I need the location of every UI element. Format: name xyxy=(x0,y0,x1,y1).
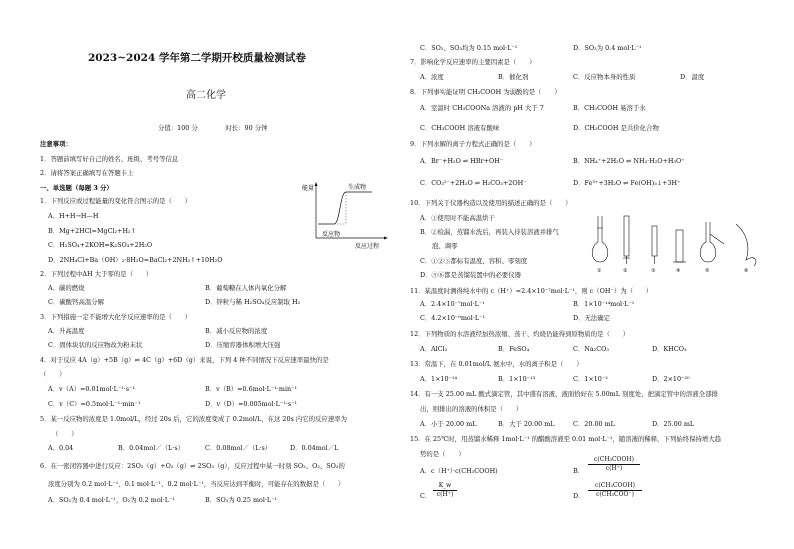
notes-header: 注意事项： xyxy=(40,140,72,148)
question-8: 8．下列事实能证明 CH₃COOH 为弱酸的是（ ） xyxy=(410,88,561,96)
apparatus-label: ② xyxy=(623,268,628,274)
question-13: 13．常温下，在 0.01mol/L 氨水中，水的离子积是（ ） xyxy=(410,360,583,368)
option: A．v（A）=0.01mol·L⁻¹·s⁻¹ xyxy=(48,385,136,393)
option-label: C． xyxy=(420,492,432,500)
option: C．20.00 mL xyxy=(573,420,615,428)
option: B．v（B）=0.6mol·L⁻¹·min⁻¹ xyxy=(205,385,298,393)
fraction-numerator: c(CH₃COOH) xyxy=(588,456,640,465)
apparatus-label: ④ xyxy=(676,268,681,274)
option: D．KHCO₃ xyxy=(652,345,687,353)
option: A．H+H→H—H xyxy=(48,212,99,220)
fraction-d xyxy=(588,482,642,499)
option: B．1×10⁻¹³ xyxy=(498,375,536,383)
option: B．②检漏，蒸馏水洗后，再装入待装溶液并排气 xyxy=(420,228,559,236)
option: D．25.00 mL xyxy=(652,420,695,428)
distillation-flask-icon xyxy=(700,222,724,262)
option: A．小于 20.00 mL xyxy=(420,420,477,428)
question-5: 5．某一反应物的浓度是 1.0mol/L，经过 20s 后，它的浓度变成了 0.2mol/L，在这 20s 内它的反应速率为 xyxy=(40,415,347,423)
option: B．大于 20.00 mL xyxy=(498,420,555,428)
question-7: 7．影响化学反应速率的主要因素是（ ） xyxy=(410,58,536,66)
question-12: 12．下列物质的水溶液经加热浓缩、蒸干、灼烧仍能得到原物质的是（ ） xyxy=(410,330,630,338)
question-6: 6．在一密闭容器中进行反应：2SO₂（g）+O₂（g）⇌ 2SO₃（g），反应过程中某一时刻 SO₂、O₂、SO₃的 xyxy=(40,462,345,470)
apparatus-label: ⑥ xyxy=(744,268,749,274)
option: C．CH₃COOH 溶液有酸味 xyxy=(420,124,500,132)
fraction-c xyxy=(433,482,457,499)
option: C．碳酸钙高温分解 xyxy=(48,298,105,306)
diagram-reactant-label: 反应物 xyxy=(322,231,341,238)
apparatus-figure xyxy=(588,212,763,274)
option: B．减小反应物的浓度 xyxy=(205,327,268,335)
option: D．⑤⑥都是蒸馏装置中的必要仪器 xyxy=(420,271,521,279)
answer-paren: （ ） xyxy=(40,370,66,378)
option: A．AlCl₃ xyxy=(420,345,448,353)
question-4: 4．对于反应 4A（g）+5B（g）⇌ 4C（g）+6D（g）来说，下列 4 种不同情况下反应速率最快的是 xyxy=(40,356,329,364)
option: C．反应物本身的性质 xyxy=(573,73,636,81)
fraction-denominator: c(H⁺) xyxy=(605,465,623,472)
diagram-product-label: 生成物 xyxy=(348,184,367,191)
section-heading: 一、单选题（每题 3 分） xyxy=(40,184,113,192)
graduated-cylinder-icon xyxy=(673,230,686,262)
option: C．0.08mol／（L·s） xyxy=(205,444,272,452)
option: D．温度 xyxy=(680,73,705,81)
option: A．升高温度 xyxy=(48,327,85,335)
option: C．1×10⁻² xyxy=(573,375,608,383)
burette-icon xyxy=(652,226,657,264)
option: A．Br⁻+H₂O ⇌ HBr+OH⁻ xyxy=(420,157,504,165)
option-label: B． xyxy=(573,467,585,475)
question-11: 11．某温度时测得纯水中的 c（H⁺）=2.4×10⁻⁷mol·L⁻¹，则 c（OH⁻）为（ ） xyxy=(410,287,653,295)
option: A．浓度 xyxy=(420,73,444,81)
option: A．2.4×10⁻⁷mol·L⁻¹ xyxy=(420,300,485,308)
option: C．H₂SO₄+2KOH=K₂SO₄+2H₂O xyxy=(48,241,153,249)
option: D．锌粒与稀 H₂SO₄反应制取 H₂ xyxy=(205,298,301,306)
fraction-denominator: c(H⁺) xyxy=(436,491,454,498)
option: A．SO₂为 0.4 mol·L⁻¹，O₂为 0.2 mol·L⁻¹ xyxy=(48,496,175,504)
option: D．无法确定 xyxy=(573,314,611,322)
option: C．①②③都标有温度、容积、零刻度 xyxy=(420,257,528,265)
option: D．压缩容器体积增大压强 xyxy=(205,341,281,349)
option: C．4.2×10⁻⁸mol·L⁻¹ xyxy=(420,314,486,322)
note-item: 2．请将答案正确填写在答题卡上 xyxy=(40,169,134,177)
fraction-denominator: c(CH₃COO⁻) xyxy=(596,491,634,498)
option: B．FeSO₄ xyxy=(498,345,530,353)
option: C．CO₃²⁻+2H₂O ⇌ H₂CO₃+2OH⁻ xyxy=(420,179,527,187)
option: D．SO₃为 0.4 mol·L⁻¹ xyxy=(573,44,642,52)
option: D．CH₃COOH 是共价化合物 xyxy=(573,124,659,132)
exam-meta: 分值：100 分 时长：90 分钟 xyxy=(158,124,268,132)
option: B．0.04mol／（L·s） xyxy=(118,444,184,452)
option: D．Fe³⁺+3H₂O ⇌ Fe(OH)₃↓+3H⁺ xyxy=(573,179,681,187)
option: B．1×10⁻¹⁴mol·L⁻¹ xyxy=(573,300,635,308)
question-6-cont: 浓度分别为 0.2 mol·L⁻¹、0.1 mol·L⁻¹、0.2 mol·L⁻¹，当反应达到平衡时，可能存在的数据是（ ） xyxy=(48,480,345,488)
question-14: 14．有一支 25.00 mL 酸式滴定管，其中盛有溶液，液面恰好在 5.00mL 刻度处，把滴定管中的溶液全部排 xyxy=(410,390,718,398)
question-10: 10．下列关于仪器构造以及使用的描述正确的是（ ） xyxy=(410,199,572,207)
diagram-ylabel: 能量 xyxy=(302,185,315,192)
option: C．Na₂CO₃ xyxy=(573,345,609,353)
apparatus-label: ⑤ xyxy=(705,268,710,274)
option: D．v（D）=0.005mol·L⁻¹·s⁻¹ xyxy=(205,400,298,408)
page-subtitle: 高二化学 xyxy=(186,90,226,101)
option: A．①使用时不能高温烘干 xyxy=(420,214,495,222)
option: C．SO₂、SO₃均为 0.15 mol·L⁻¹ xyxy=(420,44,518,52)
answer-paren: （ ） xyxy=(52,430,78,438)
option: D．2NH₄Cl+Ba（OH）₂·8H₂O=BaCl₂+2NH₃↑+10H₂O xyxy=(48,256,223,264)
question-1: 1．下列反应或过程能量的变化符合图示的是（ ） xyxy=(40,197,192,205)
question-14-cont: 出，则排出的溶液的体积是（ ） xyxy=(420,405,523,413)
option: A．c（H⁺）·c(CH₃COOH) xyxy=(420,467,498,475)
option: B．SO₃为 0.25 mol·L⁻¹ xyxy=(205,496,278,504)
option-cont: 泡、调零 xyxy=(432,242,458,250)
question-2: 2．下列过程中ΔH 大于零的是（ ） xyxy=(40,270,153,278)
option: B．NH₄⁺+2H₂O ⇌ NH₃·H₂O+H₃O⁺ xyxy=(573,157,685,165)
question-9: 9．下列水解的离子方程式正确的是（ ） xyxy=(410,140,536,148)
apparatus-label: ③ xyxy=(651,268,656,274)
note-item: 1．答题前填写好自己的姓名、班级、考号等信息 xyxy=(40,155,179,163)
option: A．0.04 xyxy=(48,444,74,452)
option: D．0.04mol／L xyxy=(290,444,339,452)
volumetric-flask-icon xyxy=(592,216,608,262)
burette-icon xyxy=(623,216,630,264)
option: A．1×10⁻¹⁴ xyxy=(420,375,458,383)
condenser-adapter-icon xyxy=(736,224,756,266)
option: B．CH₃COOH 易溶于水 xyxy=(573,104,646,112)
option: A．碳的燃烧 xyxy=(48,284,85,292)
y-axis-arrow xyxy=(315,182,318,186)
diagram-xlabel: 反应过程 xyxy=(355,243,380,250)
question-15-cont: 势的是（ ） xyxy=(420,450,465,458)
option: B．葡萄糖在人体内氧化分解 xyxy=(205,284,287,292)
fraction-numerator: c(CH₃COOH) xyxy=(588,482,642,491)
option-label: D． xyxy=(573,492,585,500)
option: C．v（C）=0.5mol·L⁻¹·min⁻¹ xyxy=(48,400,141,408)
question-3: 3．下列措施一定不能增大化学反应速率的是（ ） xyxy=(40,313,192,321)
option: B．催化剂 xyxy=(498,73,529,81)
x-axis-arrow xyxy=(384,237,388,240)
option: D．2×10⁻²⁰ xyxy=(652,375,690,383)
apparatus-label: ① xyxy=(597,268,602,274)
question-15: 15．在 25℃时，用蒸馏水稀释 1mol·L⁻¹ 的醋酸溶液至 0.01 mol·L⁻¹，随溶液的稀释，下列始终保持增大趋 xyxy=(410,435,722,443)
energy-curve xyxy=(318,192,372,224)
fraction-numerator: K_w xyxy=(433,482,457,491)
fraction-b xyxy=(588,456,640,473)
page-title: 2023~2024 学年第二学期开校质量检测试卷 xyxy=(88,52,306,64)
option: B．Mg+2HCl=MgCl₂+H₂↑ xyxy=(48,227,136,235)
option: C．固体块状的反应物改为粉末状 xyxy=(48,341,143,349)
energy-diagram xyxy=(300,180,390,252)
option: A．室温时 CH₃COONa 溶液的 pH 大于 7 xyxy=(420,104,544,112)
